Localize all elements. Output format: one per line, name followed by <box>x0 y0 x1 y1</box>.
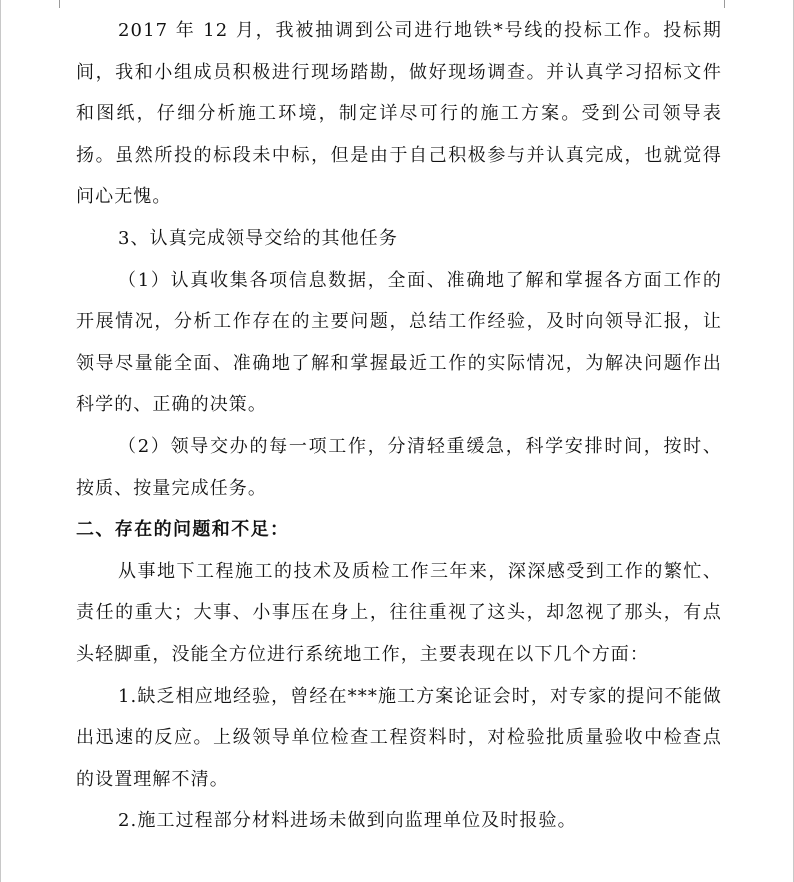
page-left-edge <box>0 0 1 882</box>
left-margin-marker <box>59 0 60 8</box>
document-body <box>76 10 722 842</box>
paragraph-info-collection: （1）认真收集各项信息数据，全面、准确地了解和掌握各方面工作的开展情况，分析工作存在的主要问题，总结工作经验，及时向领导汇报，让领导尽量能全面、准确地了解和掌握最近工作的实际情况，为解决问题作出科学的、正确的决策。 <box>76 269 722 416</box>
section-heading-problems: 二、存在的问题和不足： <box>76 519 290 541</box>
paragraph-bidding-work: 2017 年 12 月，我被抽调到公司进行地铁*号线的投标工作。投标期间，我和小组成员积极进行现场踏勘，做好现场调查。并认真学习招标文件和图纸，仔细分析施工环境，制定详尽可行的施工方案。受到公司领导表扬。虽然所投的标段未中标，但是由于自己积极参与并认真完成，也就觉得问心无愧。 <box>76 20 722 208</box>
paragraph-problem-material-inspection: 2.施工过程部分材料进场未做到向监理单位及时报验。 <box>118 810 577 832</box>
right-margin-marker <box>724 0 725 8</box>
paragraph-other-tasks-title: 3、认真完成领导交给的其他任务 <box>118 227 398 249</box>
paragraph-assigned-work: （2）领导交办的每一项工作，分清轻重缓急，科学安排时间，按时、按质、按量完成任务。 <box>76 435 722 499</box>
paragraph-problems-overview: 从事地下工程施工的技术及质检工作三年来，深深感受到工作的繁忙、责任的重大；大事、小事压在身上，往往重视了这头，却忽视了那头，有点头轻脚重，没能全方位进行系统地工作，主要表现在以下几个方面： <box>76 560 722 665</box>
paragraph-problem-experience: 1.缺乏相应地经验，曾经在***施工方案论证会时，对专家的提问不能做出迅速的反应。上级领导单位检查工程资料时，对检验批质量验收中检查点的设置理解不清。 <box>76 685 722 790</box>
